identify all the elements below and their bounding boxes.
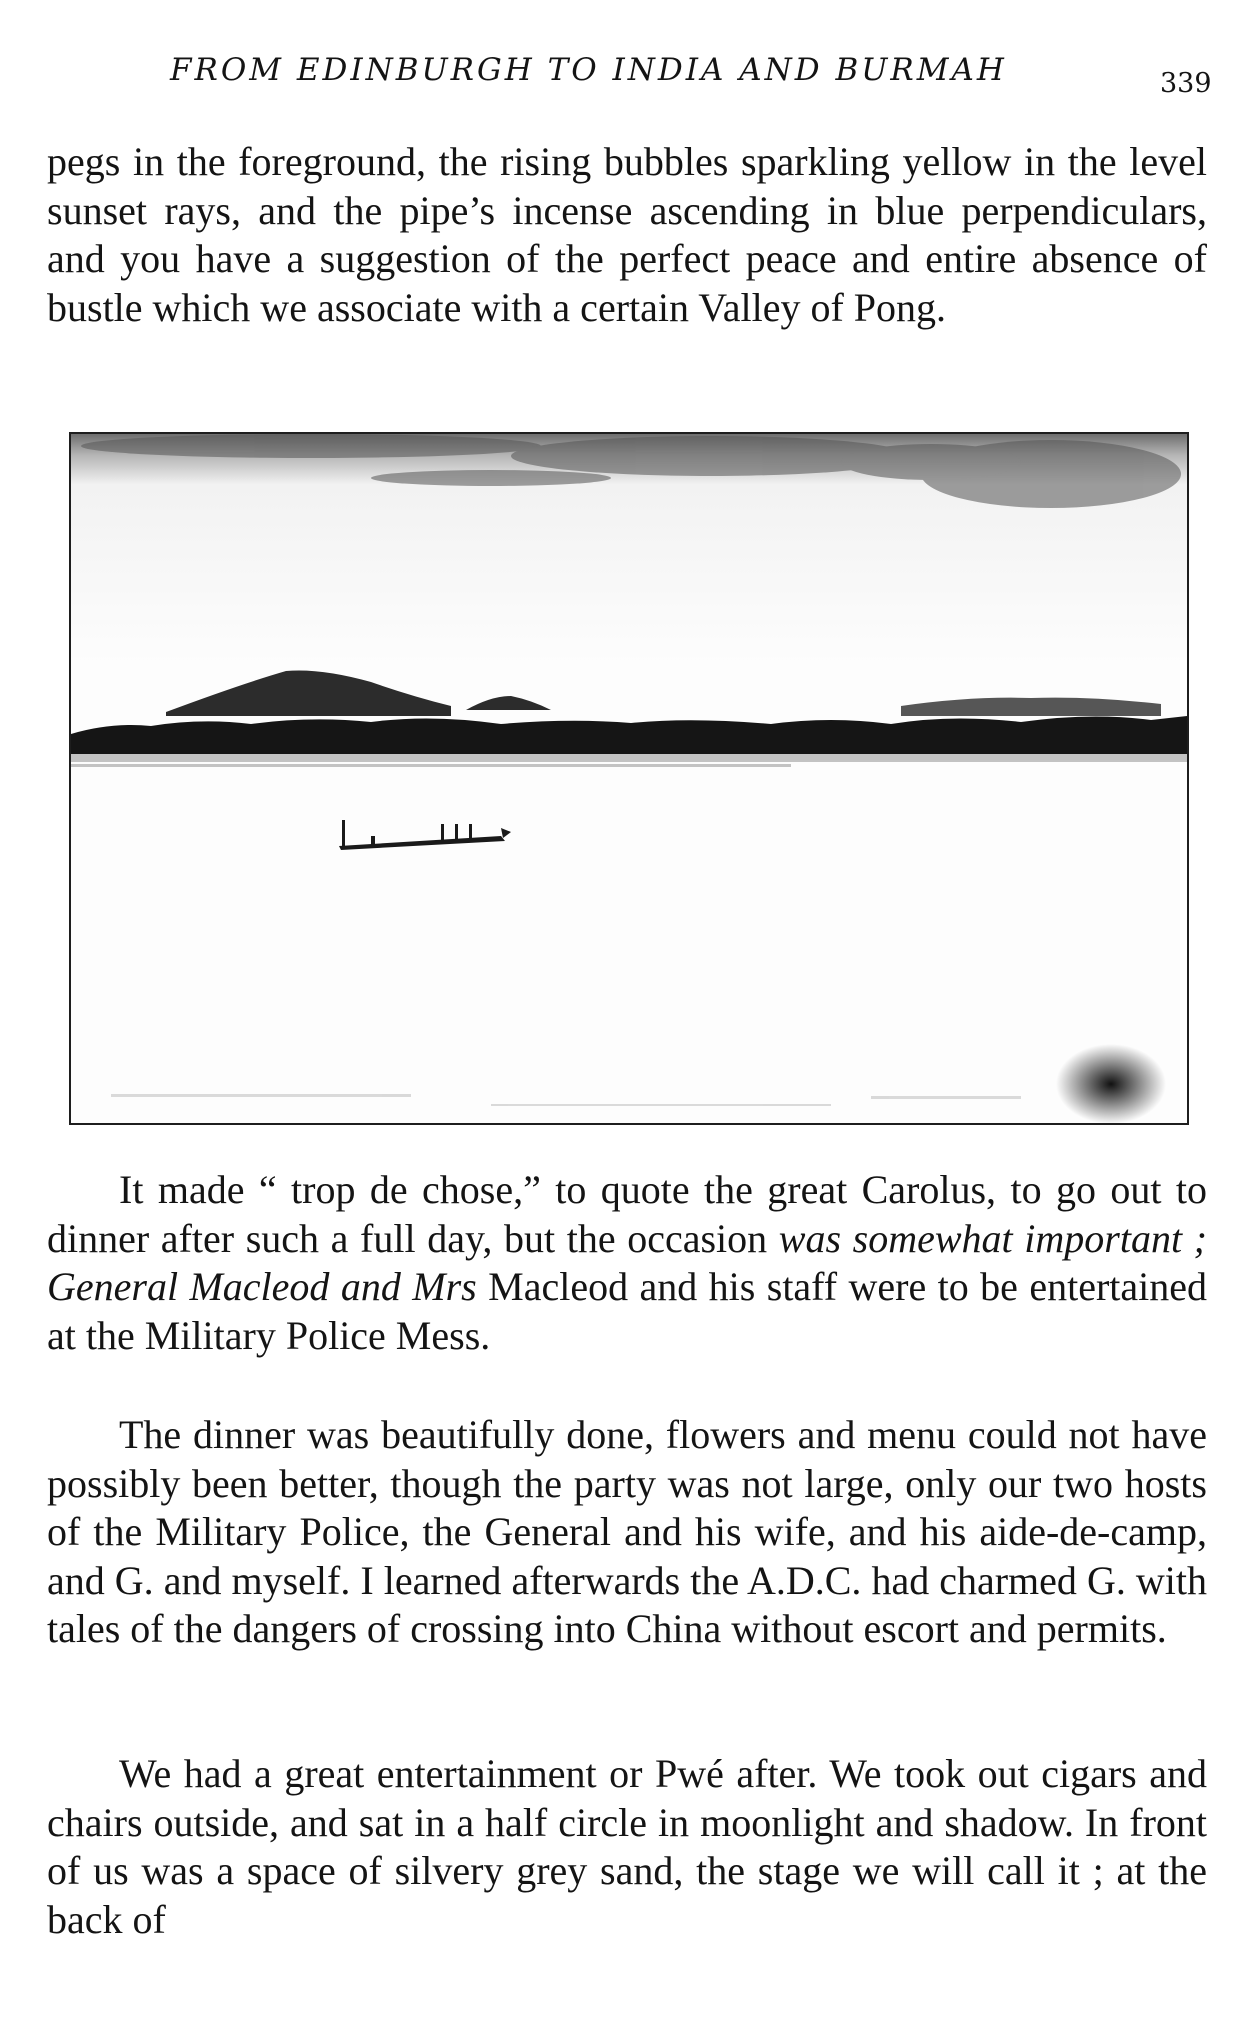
page-header xyxy=(0,52,1250,100)
photo-blemish xyxy=(1056,1044,1166,1123)
photograph-river-landscape xyxy=(69,432,1189,1125)
paragraph-text-a: It made “ trop de chose,” to quote the great Carolus, to go out to dinner after such a full day, but the occasion xyxy=(47,1167,1207,1261)
paragraph-dinner-invitation xyxy=(47,1166,1207,1360)
running-head: FROM EDINBURGH TO INDIA AND BURMAH xyxy=(170,52,1007,88)
paragraph-dinner: The dinner was beautifully done, flowers and menu could not have possibly been better, though the party was not large, only our two hosts of the Military Police, the General and his wife, and his aide-de-camp, and G. and myself. I learned afterwards the A.D.C. had charmed G. with tales of the dangers of crossing into China without escort and permits. xyxy=(47,1412,1207,1651)
paragraph-text-italic: was somewhat important ; General Macleod and Mrs xyxy=(47,1215,1207,1309)
paragraph-continued: pegs in the foreground, the rising bubbles sparkling yellow in the level sunset rays, and the pipe’s incense ascending in blue perpendiculars, and you have a suggestion of the perfect peace and entire absence of bustle which we associate with a certain Valley of Pong. xyxy=(47,139,1207,330)
paragraph-text-c: Macleod and his staff were to be entertained at the Military Police Mess. xyxy=(47,1264,1208,1358)
page-number: 339 xyxy=(1160,68,1212,99)
paragraph-entertainment: We had a great entertainment or Pwé after. We took out cigars and chairs outside, and sat in a half circle in moonlight and shadow. In front of us was a space of silvery grey sand, the stage we will call it ; at the back of xyxy=(47,1751,1207,1942)
photograph-image xyxy=(71,434,1187,1123)
